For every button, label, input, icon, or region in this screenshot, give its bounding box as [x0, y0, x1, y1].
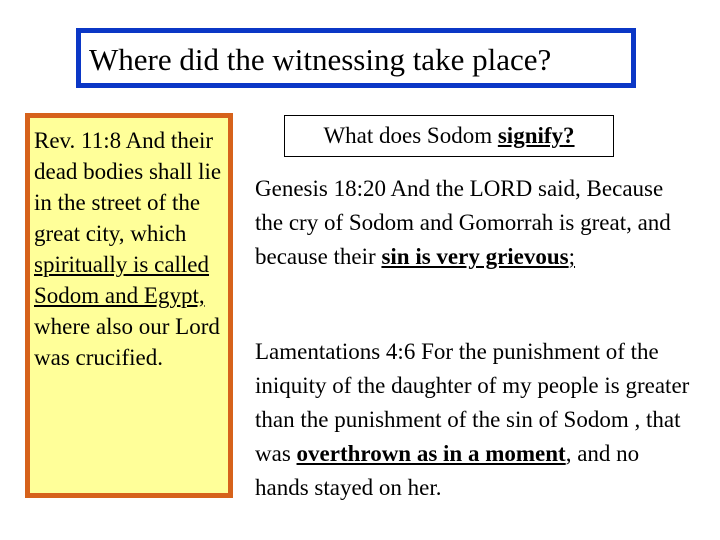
question-suffix: ?	[563, 123, 575, 148]
genesis-text: Genesis 18:20 And the LORD said, Because the cry of Sodom and Gomorrah is great, and because their	[255, 176, 671, 269]
title-text: Where did the witnessing take place?	[89, 42, 552, 77]
rev-outro-text: where also our Lord was crucified.	[34, 314, 220, 370]
rev-underlined-text: spiritually is called Sodom and Egypt,	[34, 252, 210, 308]
question-emphasis: signify	[497, 123, 564, 148]
genesis-emphasis: sin is very grievous	[381, 244, 569, 269]
lamentations-emphasis: overthrown as in a moment	[296, 441, 566, 466]
question-prefix: What does Sodom	[323, 123, 498, 148]
slide-title	[76, 28, 636, 88]
rev-intro-text: Rev. 11:8 And their dead bodies shall lie in the street of the great city, which	[34, 128, 222, 246]
scripture-panel-rev	[25, 113, 233, 498]
lamentations-suffix: , and no hands stayed on her.	[255, 441, 640, 500]
question-box	[284, 115, 614, 157]
lamentations-verse	[255, 335, 695, 505]
lamentations-text: Lamentations 4:6 For the punishment of the iniquity of the daughter of my people is greater than the punishment of the sin of Sodom , that was	[255, 339, 690, 466]
genesis-suffix: ;	[568, 244, 576, 269]
genesis-verse	[255, 172, 695, 274]
